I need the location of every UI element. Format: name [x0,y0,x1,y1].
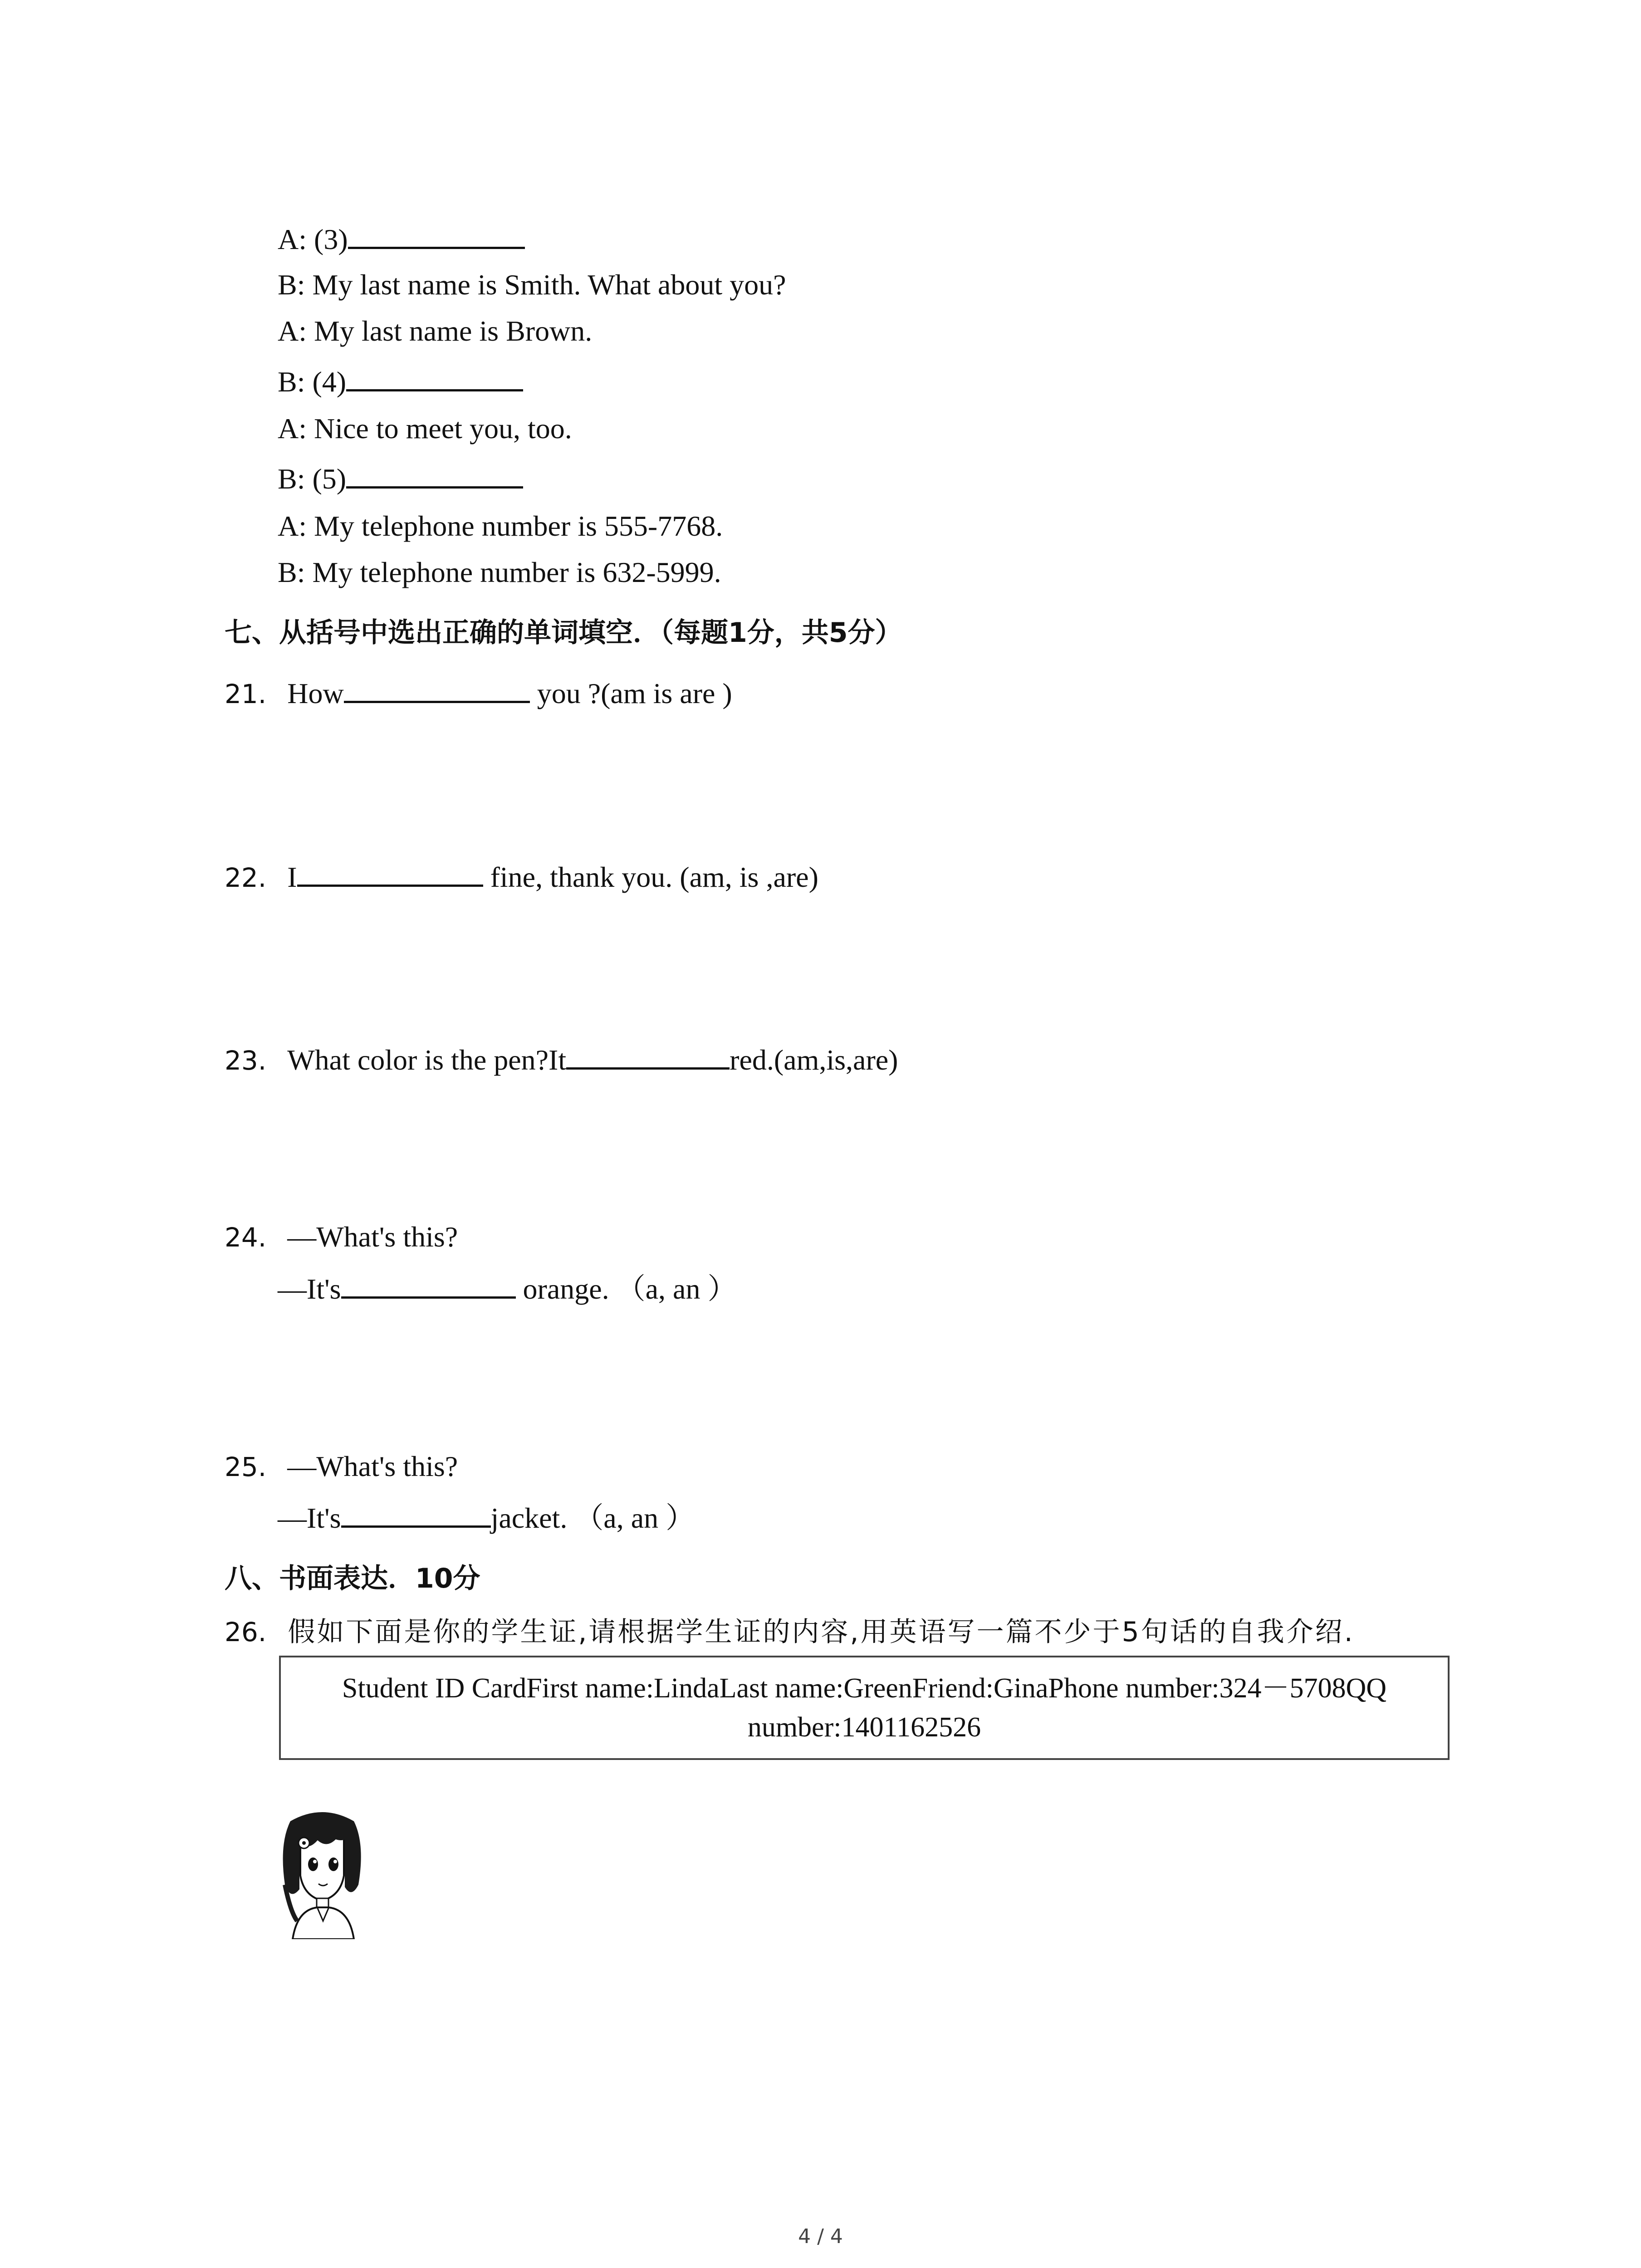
question-options: fine, thank you. (am, is ,are) [483,861,818,893]
answer-blank[interactable] [348,220,525,249]
question-26 [225,1614,1355,1650]
dialogue-line-b4 [278,363,523,400]
question-number: 22. [225,862,267,893]
question-24-answer-line [278,1270,736,1307]
question-text: —It's [278,1502,341,1534]
student-id-card-text: Student ID CardFirst name:LindaLast name:GreenFriend:GinaPhone number:324－5708QQ number:1401162526 [342,1673,1387,1743]
girl-illustration [272,1808,372,1939]
question-21 [225,675,732,712]
question-options: jacket. （a, an ） [490,1502,695,1534]
dialogue-line-a3 [278,220,525,258]
dialogue-line: A: Nice to meet you, too. [278,412,572,445]
question-number: 23. [225,1045,267,1076]
question-text: —What's this? [287,1450,458,1482]
question-number: 24. [225,1222,267,1253]
answer-blank[interactable] [297,858,483,887]
question-22 [225,858,818,896]
question-options: orange. （a, an ） [515,1273,737,1305]
section-8-heading: 八、书面表达．10分 [225,1563,480,1594]
question-number: 26. [225,1617,267,1647]
question-options: you ?(am is are ) [529,677,732,709]
dialogue-prefix: A: (3) [278,223,348,255]
dialogue-line-b5 [278,460,523,497]
question-number: 21. [225,679,267,709]
answer-blank[interactable] [346,363,523,391]
dialogue-line: B: My last name is Smith. What about you? [278,269,786,301]
question-text: —What's this? [287,1221,458,1253]
question-text: I [287,861,297,893]
dialogue-prefix: B: (5) [278,463,347,495]
dialogue-line: B: My telephone number is 632-5999. [278,556,721,588]
question-number: 25. [225,1452,267,1482]
question-25 [225,1448,458,1485]
answer-blank[interactable] [344,675,530,703]
question-options: red.(am,is,are) [730,1044,898,1076]
dialogue-prefix: B: (4) [278,366,347,398]
dialogue-line: A: My last name is Brown. [278,315,593,347]
student-id-card-box [279,1656,1450,1760]
page-number: 4 / 4 [798,2225,843,2248]
question-23 [225,1041,898,1079]
answer-blank[interactable] [566,1041,730,1070]
question-25-answer-line [278,1499,695,1536]
question-text: How [287,677,344,709]
answer-blank[interactable] [341,1499,491,1528]
question-24 [225,1219,458,1256]
dialogue-line: A: My telephone number is 555-7768. [278,510,723,542]
question-prompt: 假如下面是你的学生证,请根据学生证的内容,用英语写一篇不少于5句话的自我介绍. [288,1616,1355,1648]
answer-blank[interactable] [341,1270,516,1299]
question-text: What color is the pen?It [287,1044,567,1076]
answer-blank[interactable] [346,460,523,489]
question-text: —It's [278,1273,341,1305]
section-7-heading: 七、从括号中选出正确的单词填空．（每题1分，共5分） [225,617,902,649]
